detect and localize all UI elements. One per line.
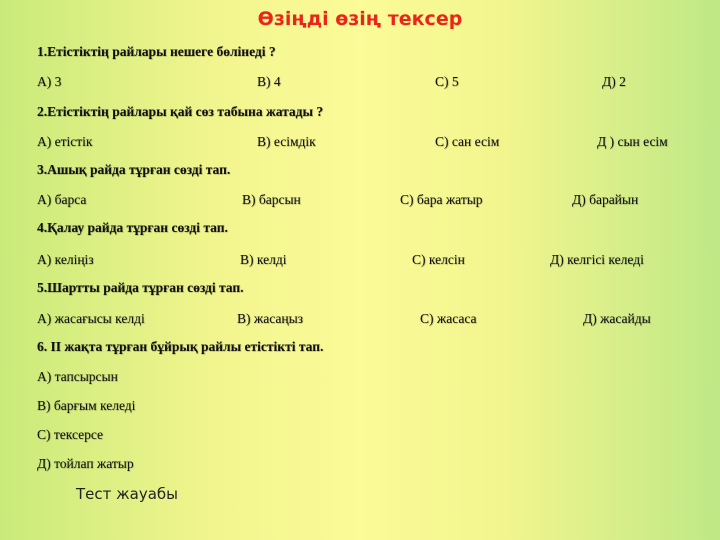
option-b[interactable]: В) барсын [242, 192, 301, 207]
option-a[interactable]: А) келіңіз [37, 252, 94, 267]
question-1: 1.Етістіктің райлары нешеге бөлінеді ? [37, 44, 276, 59]
question-6: 6. ІІ жақта тұрған бұйрық райлы етістікті тап. [37, 339, 324, 354]
page-title: Өзіңді өзің тексер [257, 8, 463, 30]
option-b[interactable]: В) есімдік [257, 134, 316, 149]
option-d[interactable]: Д) жасайды [583, 311, 651, 326]
question-3: 3.Ашық райда тұрған сөзді тап. [37, 162, 231, 177]
option-b[interactable]: В) жасаңыз [237, 311, 303, 326]
option-b[interactable]: В) барғым келеді [37, 398, 136, 413]
option-a[interactable]: А) барса [37, 192, 87, 207]
question-4: 4.Қалау райда тұрған сөзді тап. [37, 220, 228, 235]
option-a[interactable]: А) 3 [37, 74, 62, 89]
option-d[interactable]: Д) 2 [602, 74, 626, 89]
question-3-options [37, 192, 697, 212]
question-2: 2.Етістіктің райлары қай сөз табына жатады ? [37, 104, 324, 119]
option-c[interactable]: С) жасаса [420, 311, 477, 326]
option-d[interactable]: Д) тойлап жатыр [37, 456, 134, 471]
option-c[interactable]: С) 5 [435, 74, 459, 89]
option-d[interactable]: Д ) сын есім [597, 134, 668, 149]
option-d[interactable]: Д) барайын [572, 192, 639, 207]
option-b[interactable]: В) 4 [257, 74, 281, 89]
question-2-options [37, 134, 697, 154]
question-5: 5.Шартты райда тұрған сөзді тап. [37, 280, 244, 295]
option-b[interactable]: В) келді [240, 252, 287, 267]
question-4-options [37, 252, 697, 272]
option-d[interactable]: Д) келгісі келеді [550, 252, 644, 267]
option-c[interactable]: С) бара жатыр [400, 192, 483, 207]
option-c[interactable]: С) келсін [412, 252, 465, 267]
option-a[interactable]: А) жасағысы келді [37, 311, 145, 326]
question-1-options [37, 74, 697, 94]
option-a[interactable]: А) тапсырсын [37, 369, 118, 384]
option-c[interactable]: С) тексерсе [37, 427, 104, 442]
question-5-options [37, 311, 697, 331]
option-a[interactable]: А) етістік [37, 134, 93, 149]
option-c[interactable]: С) сан есім [435, 134, 500, 149]
answer-key-link[interactable]: Тест жауабы [76, 485, 179, 503]
